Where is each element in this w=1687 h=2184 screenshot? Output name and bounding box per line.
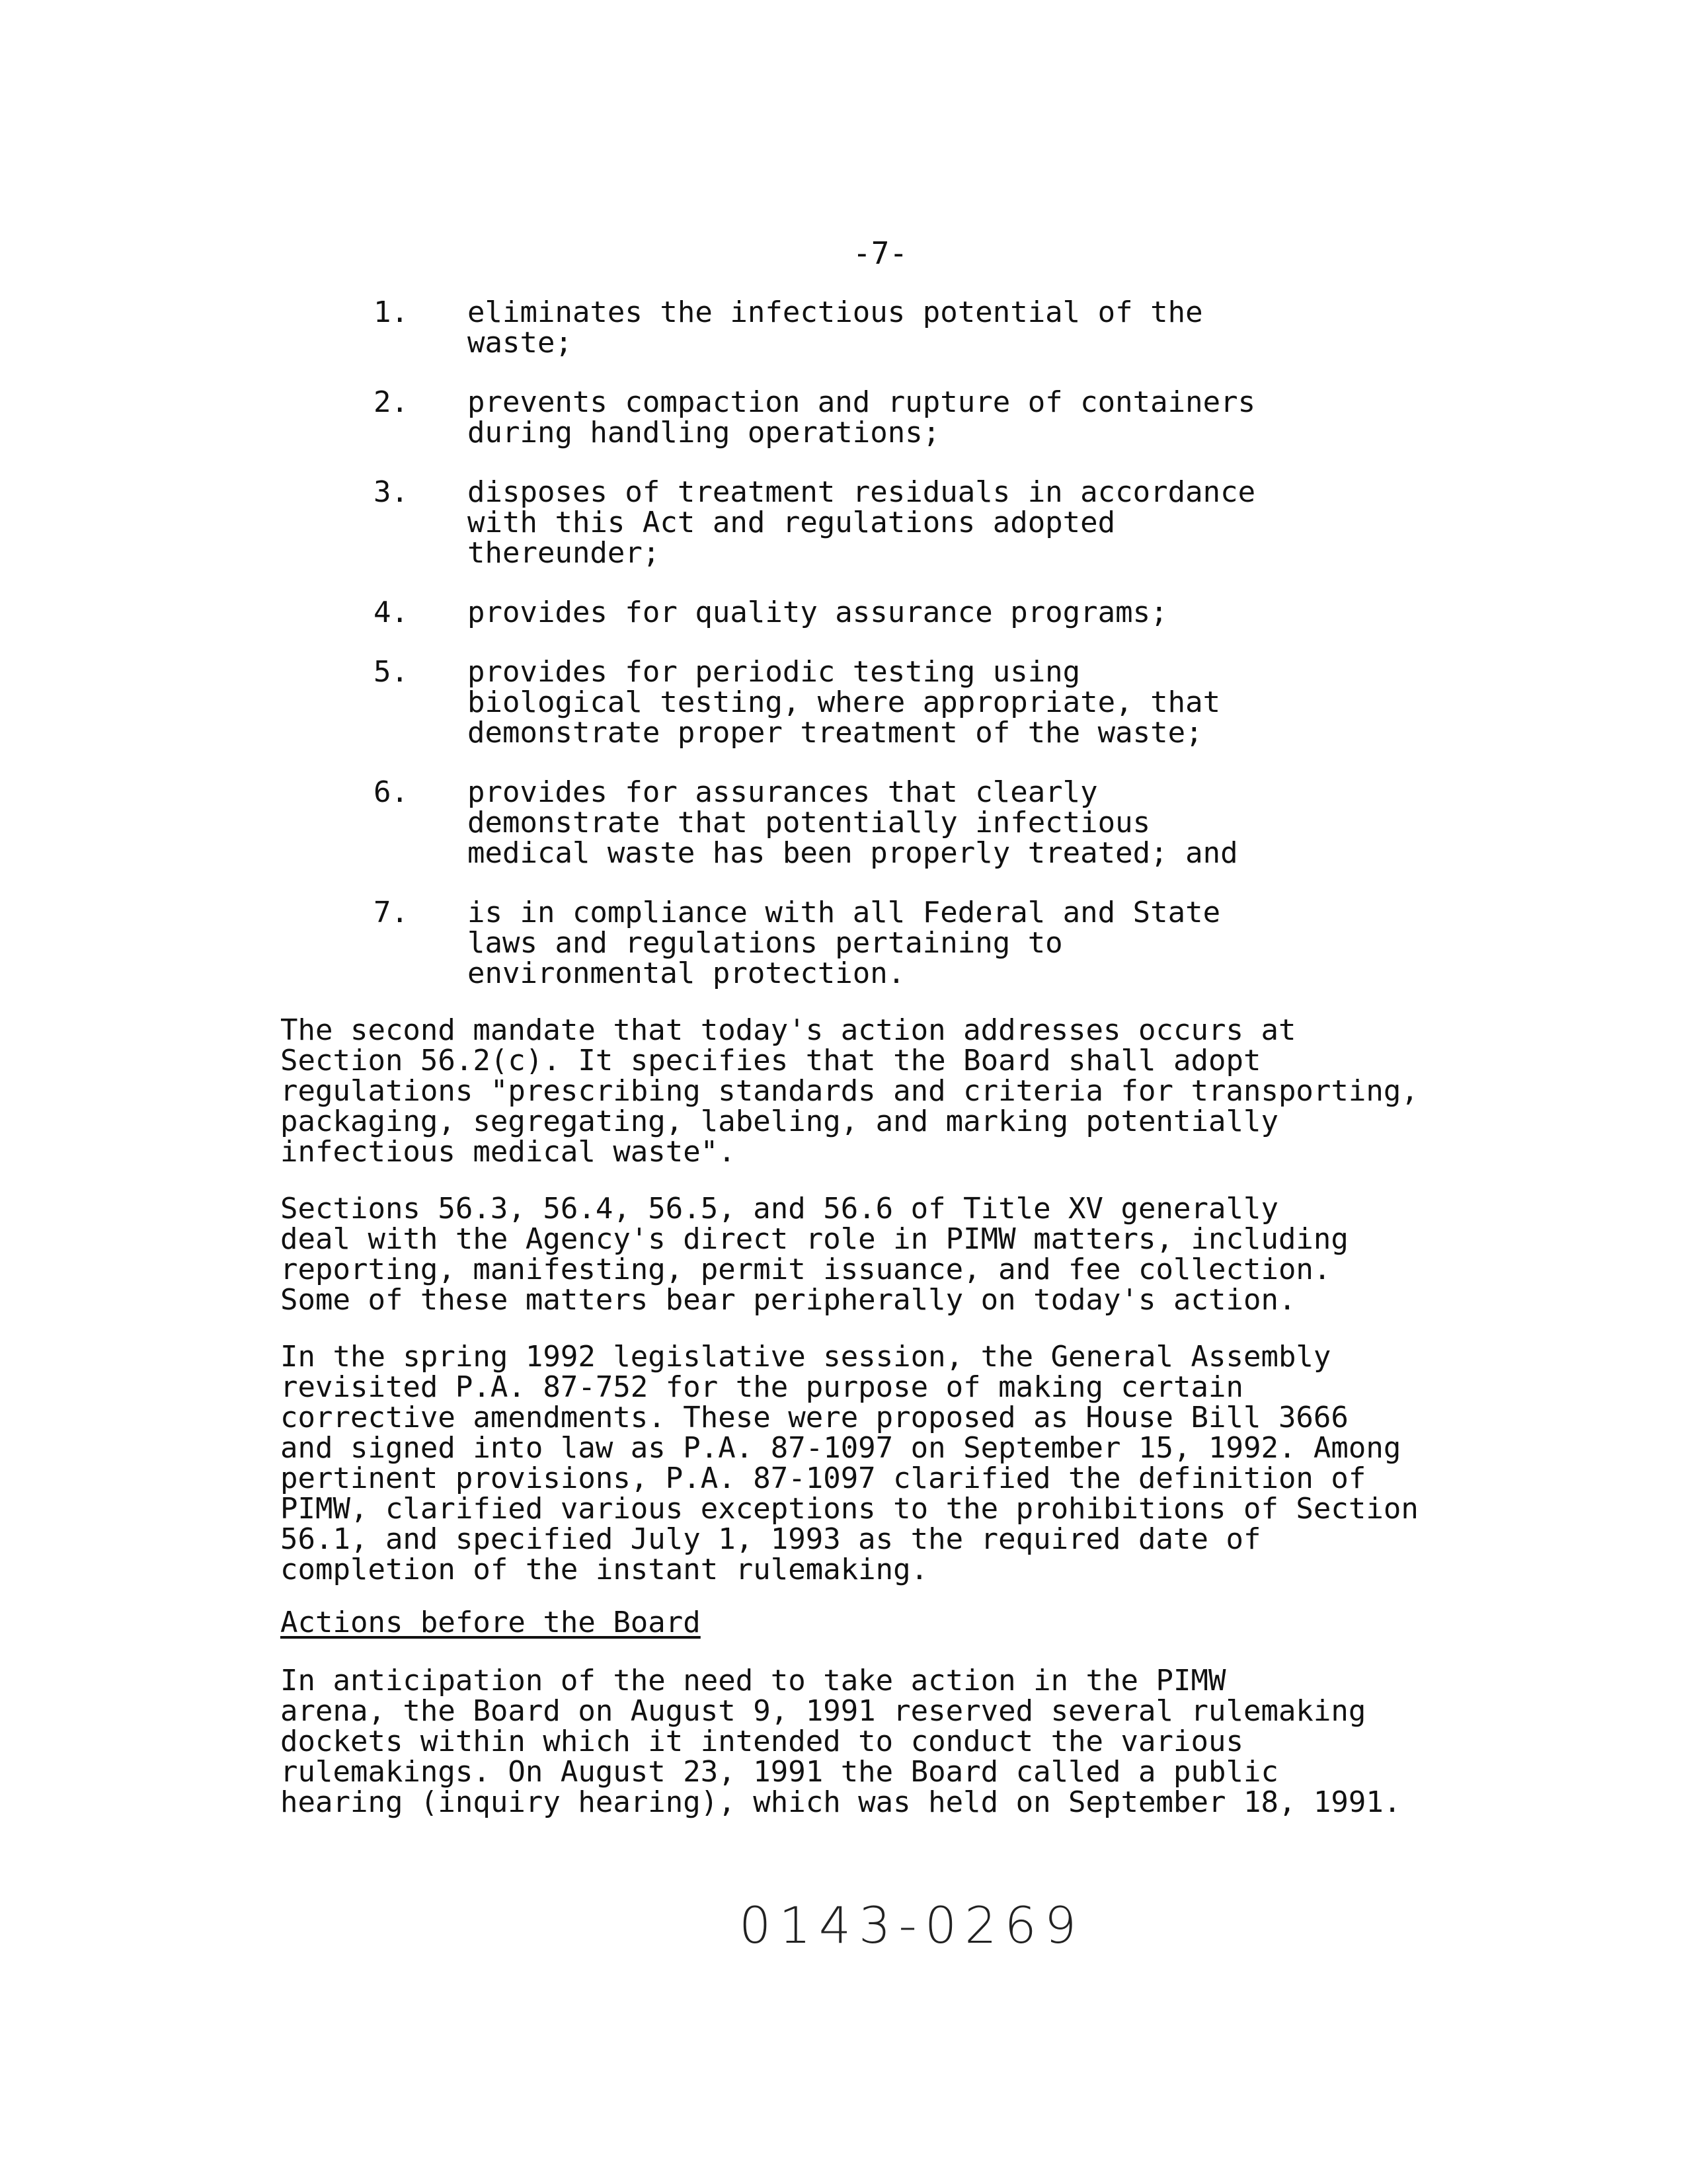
list-item-text: provides for quality assurance programs; <box>467 596 1168 629</box>
paragraph-second-mandate: The second mandate that today's action addresses occurs at Section 56.2(c). It specifies that the Board shall adopt regulations "prescribing standards and criteria for transporting, packaging, segregating, labeling, and marking potentially infectious medical waste". <box>280 1013 1419 1169</box>
list-item-text: disposes of treatment residuals in accordance with this Act and regulations adopted thereunder; <box>467 475 1256 570</box>
list-item-text: provides for assurances that clearly demonstrate that potentially infectious medical waste has been properly treated; and <box>467 775 1238 870</box>
list-item <box>373 657 1497 748</box>
list-item <box>373 898 1497 989</box>
list-item-number: 2. <box>373 385 409 419</box>
list-item-text: is in compliance with all Federal and State laws and regulations pertaining to environmental protection. <box>467 896 1221 990</box>
requirements-list <box>373 297 1497 1018</box>
paragraph-anticipation: In anticipation of the need to take action in the PIMW arena, the Board on August 9, 1991 reserved several rulemaking dockets within which it intended to conduct the various rulemakings. On August 23, 1991 the Board called a public hearing (inquiry hearing), which was held on September 18, 1991. <box>280 1664 1401 1819</box>
paragraph-agency-role: Sections 56.3, 56.4, 56.5, and 56.6 of Title XV generally deal with the Agency's direct role in PIMW matters, including reporting, manifesting, permit issuance, and fee collection. Some of these matters bear peripherally on today's action. <box>280 1192 1349 1317</box>
page-number: -7- <box>853 235 908 271</box>
list-item <box>373 297 1497 358</box>
list-item-number: 5. <box>373 655 409 689</box>
document-stamp-number: 0143-0269 <box>739 1896 1085 1955</box>
list-item <box>373 477 1497 568</box>
list-item-number: 1. <box>373 295 409 329</box>
list-item-text: prevents compaction and rupture of containers during handling operations; <box>467 385 1256 449</box>
list-item-number: 4. <box>373 596 409 629</box>
list-item-number: 6. <box>373 775 409 809</box>
section-heading: Actions before the Board <box>280 1606 701 1639</box>
list-item-text: eliminates the infectious potential of the waste; <box>467 295 1203 360</box>
list-item-number: 3. <box>373 475 409 509</box>
list-item <box>373 777 1497 869</box>
list-item <box>373 598 1497 628</box>
paragraph-legislative-session: In the spring 1992 legislative session, the General Assembly revisited P.A. 87-752 for the purpose of making certain corrective amendments. These were proposed as House Bill 3666 and signed into law as P.A. 87-1097 on September 15, 1992. Among pertinent provisions, P.A. 87-1097 clarified the definition of PIMW, clarified various exceptions to the prohibitions of Section 56.1, and specified July 1, 1993 as the required date of completion of the instant rulemaking. <box>280 1340 1419 1586</box>
list-item-number: 7. <box>373 896 409 929</box>
list-item-text: provides for periodic testing using biological testing, where appropriate, that demonstrate proper treatment of the waste; <box>467 655 1221 750</box>
list-item <box>373 387 1497 448</box>
